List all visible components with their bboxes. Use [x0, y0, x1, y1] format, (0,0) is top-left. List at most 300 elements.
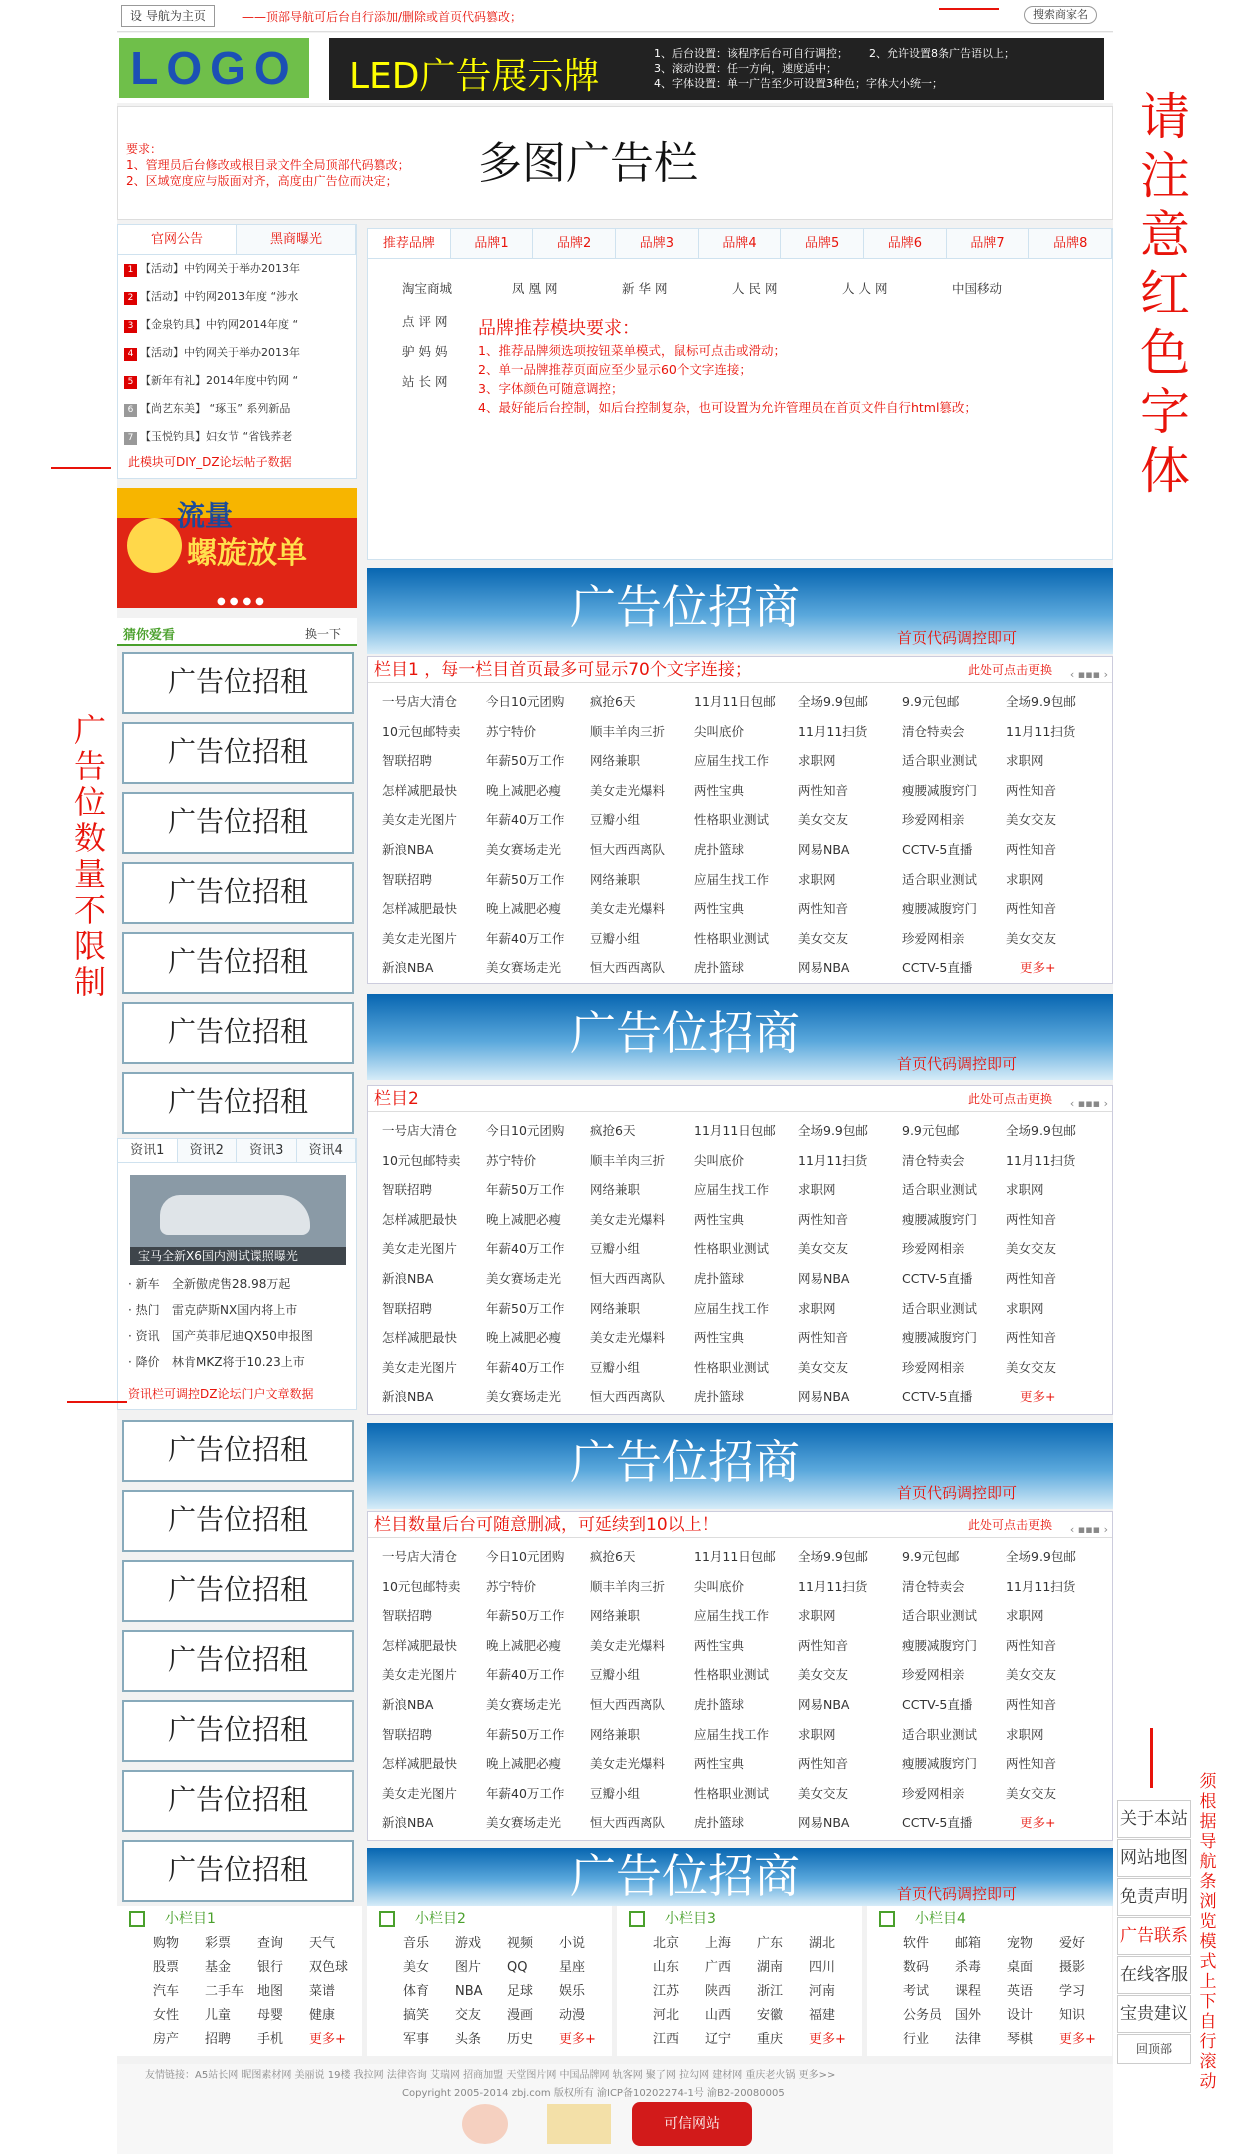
category-link[interactable]: 美女 — [403, 1960, 430, 1975]
link-item[interactable]: 两性宝典 — [694, 901, 745, 917]
category-link[interactable]: 公务员 — [903, 2008, 943, 2023]
car-image[interactable] — [130, 1175, 346, 1265]
link-item[interactable]: 年薪50万工作 — [486, 871, 565, 887]
link-item[interactable]: 怎样减肥最快 — [382, 1756, 458, 1772]
link-item[interactable]: 网络兼职 — [590, 1300, 641, 1316]
link-item[interactable]: 瘦腰减腹窍门 — [902, 1637, 978, 1653]
link-item[interactable]: 美女赛场走光 — [486, 1696, 562, 1712]
link-item[interactable]: 全场9.9包邮 — [1006, 694, 1076, 709]
link-item[interactable]: 网易NBA — [798, 1815, 850, 1831]
link-item[interactable]: 两性知音 — [798, 1211, 849, 1227]
category-link[interactable]: 软件 — [903, 1936, 930, 1951]
link-item[interactable]: 今日10元团购 — [486, 1123, 565, 1138]
link-item[interactable]: 美女交友 — [1006, 1241, 1057, 1257]
category-link[interactable]: 二手车 — [205, 1984, 245, 1999]
link-item[interactable]: 怎样减肥最快 — [382, 1330, 458, 1346]
link-item[interactable]: 年薪50万工作 — [486, 1726, 565, 1742]
link-item[interactable]: 晚上减肥必瘦 — [486, 1211, 562, 1227]
link-item[interactable]: 年薪50万工作 — [486, 1300, 565, 1316]
link-item[interactable]: 美女走光图片 — [382, 930, 458, 946]
category-link[interactable]: 地图 — [257, 1984, 284, 1999]
link-item[interactable]: 珍爱网相亲 — [902, 812, 965, 828]
link-item[interactable]: 虎扑篮球 — [694, 1270, 745, 1286]
category-link[interactable]: 四川 — [809, 1960, 836, 1975]
brand-link[interactable]: 点 评 网 — [402, 314, 448, 329]
link-item[interactable]: 一号店大清仓 — [382, 1549, 458, 1564]
link-item[interactable]: CCTV-5直播 — [902, 1696, 973, 1712]
category-link[interactable]: 军事 — [403, 2032, 430, 2047]
link-item[interactable]: 美女交友 — [1006, 1785, 1057, 1801]
link-item[interactable]: 两性知音 — [798, 1330, 849, 1346]
link-item[interactable]: 两性知音 — [1006, 1696, 1057, 1712]
link-item[interactable]: 网络兼职 — [590, 753, 641, 769]
category-title[interactable]: 小栏目3 — [665, 1911, 716, 1927]
link-item[interactable]: 性格职业测试 — [694, 930, 770, 946]
change-link[interactable]: 此处可点击更换 — [967, 1518, 1052, 1532]
category-link[interactable]: 湖北 — [809, 1936, 836, 1951]
link-item[interactable]: 虎扑篮球 — [694, 1815, 745, 1831]
link-item[interactable]: 11月11扫货 — [798, 1152, 868, 1168]
news-item[interactable] — [128, 1297, 313, 1323]
link-item[interactable]: 虎扑篮球 — [694, 1389, 745, 1405]
category-link[interactable]: 足球 — [507, 1984, 534, 1999]
category-title[interactable]: 小栏目2 — [415, 1911, 466, 1927]
category-link[interactable]: 英语 — [1007, 1984, 1034, 1999]
notice-item[interactable] — [118, 339, 356, 367]
link-item[interactable]: 应届生找工作 — [694, 1300, 770, 1316]
link-item[interactable]: 性格职业测试 — [694, 1359, 770, 1375]
category-link[interactable]: 汽车 — [153, 1984, 180, 1999]
category-title[interactable]: 小栏目4 — [915, 1911, 966, 1927]
friend-links[interactable]: 友情链接：A5站长网 昵图素材网 美丽说 19楼 我拉网 法律咨询 艾瑞网 招商加盟 天堂图片网 中国品牌网 轨客网 聚了网 拉勾网 建材网 重庆老火锅 更多>> — [145, 2070, 836, 2081]
link-item[interactable]: 求职网 — [798, 1726, 836, 1742]
link-item[interactable]: 两性知音 — [1006, 1756, 1057, 1772]
brand-link[interactable]: 人 民 网 — [732, 281, 778, 296]
link-item[interactable]: 美女赛场走光 — [486, 1270, 562, 1286]
news-item[interactable] — [128, 1323, 313, 1349]
link-item[interactable]: 美女走光爆料 — [590, 1211, 666, 1227]
category-link[interactable]: 娱乐 — [559, 1984, 586, 1999]
tab-news[interactable]: 资讯4 — [297, 1139, 357, 1162]
link-item[interactable]: 美女走光爆料 — [590, 782, 666, 798]
category-link[interactable]: 福建 — [809, 2008, 836, 2023]
link-item[interactable]: 珍爱网相亲 — [902, 1359, 965, 1375]
link-item[interactable]: 尖叫底价 — [694, 1578, 745, 1594]
link-item[interactable]: 苏宁特价 — [486, 723, 537, 739]
link-item[interactable]: 全场9.9包邮 — [798, 1123, 868, 1138]
link-item[interactable]: 应届生找工作 — [694, 1182, 770, 1198]
link-item[interactable]: 智联招聘 — [382, 1608, 433, 1624]
link-item[interactable]: 瘦腰减腹窍门 — [902, 1756, 978, 1772]
link-item[interactable]: 美女交友 — [798, 930, 849, 946]
link-item[interactable]: 11月11扫货 — [798, 723, 868, 739]
link-item[interactable]: 两性知音 — [1006, 841, 1057, 857]
brand-link[interactable]: 凤 凰 网 — [512, 281, 558, 296]
link-item[interactable]: 适合职业测试 — [902, 1726, 978, 1742]
link-item[interactable]: 美女走光爆料 — [590, 1637, 666, 1653]
link-item[interactable]: 晚上减肥必瘦 — [486, 1637, 562, 1653]
link-item[interactable]: 11月11日包邮 — [694, 1123, 776, 1138]
category-link[interactable]: 音乐 — [403, 1936, 430, 1951]
link-item[interactable]: 瘦腰减腹窍门 — [902, 1330, 978, 1346]
link-item[interactable]: 性格职业测试 — [694, 1785, 770, 1801]
banner-ad[interactable] — [367, 1423, 1113, 1509]
link-item[interactable]: 瘦腰减腹窍门 — [902, 782, 978, 798]
link-item[interactable]: 10元包邮特卖 — [382, 1152, 461, 1168]
category-link[interactable]: 更多+ — [1059, 2032, 1096, 2047]
category-link[interactable]: QQ — [507, 1960, 528, 1975]
category-link[interactable]: 宠物 — [1007, 1936, 1034, 1951]
category-link[interactable]: 招聘 — [205, 2032, 232, 2047]
link-item[interactable]: 网络兼职 — [590, 871, 641, 887]
link-item[interactable]: 尖叫底价 — [694, 1152, 745, 1168]
link-item[interactable]: 清仓特卖会 — [902, 1152, 965, 1168]
link-item[interactable]: 性格职业测试 — [694, 1667, 770, 1683]
ad-slot[interactable]: 广告位招租 — [122, 1490, 354, 1552]
link-item[interactable]: 求职网 — [1006, 1726, 1044, 1742]
link-item[interactable]: 恒大西西离队 — [590, 841, 666, 857]
category-link[interactable]: 山东 — [653, 1960, 680, 1975]
link-item[interactable]: 全场9.9包邮 — [798, 694, 868, 709]
category-link[interactable]: 辽宁 — [705, 2032, 732, 2047]
category-link[interactable]: 更多+ — [309, 2032, 346, 2047]
tab-brand[interactable]: 品牌8 — [1029, 229, 1112, 258]
link-item[interactable]: 怎样减肥最快 — [382, 1211, 458, 1227]
category-link[interactable]: 浙江 — [757, 1984, 784, 1999]
more-link[interactable]: 更多+ — [1020, 960, 1056, 976]
link-item[interactable]: 珍爱网相亲 — [902, 1241, 965, 1257]
notice-item[interactable] — [118, 255, 356, 283]
category-link[interactable]: 交友 — [455, 2008, 482, 2023]
link-item[interactable]: 美女赛场走光 — [486, 960, 562, 976]
link-item[interactable]: 网络兼职 — [590, 1726, 641, 1742]
side-nav-item[interactable]: 在线客服 — [1117, 1956, 1191, 1994]
link-item[interactable]: 美女走光图片 — [382, 1667, 458, 1683]
link-item[interactable]: 求职网 — [1006, 871, 1044, 887]
link-item[interactable]: 豆瓣小组 — [590, 812, 641, 828]
brand-link[interactable]: 淘宝商城 — [402, 281, 453, 296]
link-item[interactable]: 今日10元团购 — [486, 694, 565, 709]
category-link[interactable]: 更多+ — [559, 2032, 596, 2047]
link-item[interactable]: 求职网 — [798, 1300, 836, 1316]
category-link[interactable]: 双色球 — [309, 1960, 349, 1975]
link-item[interactable]: 美女交友 — [1006, 930, 1057, 946]
category-link[interactable]: 漫画 — [507, 2008, 534, 2023]
side-nav-item[interactable]: 关于本站 — [1117, 1800, 1191, 1838]
link-item[interactable]: 珍爱网相亲 — [902, 1667, 965, 1683]
link-item[interactable]: 年薪40万工作 — [486, 1359, 565, 1375]
category-link[interactable]: 陕西 — [705, 1984, 732, 1999]
link-item[interactable]: CCTV-5直播 — [902, 841, 973, 857]
link-item[interactable]: 年薪40万工作 — [486, 812, 565, 828]
notice-item[interactable] — [118, 283, 356, 311]
link-item[interactable]: 一号店大清仓 — [382, 1123, 458, 1138]
category-link[interactable]: 图片 — [455, 1960, 482, 1975]
link-item[interactable]: 恒大西西离队 — [590, 1815, 666, 1831]
link-item[interactable]: 虎扑篮球 — [694, 1696, 745, 1712]
banner-ad[interactable] — [367, 1848, 1113, 1906]
link-item[interactable]: 适合职业测试 — [902, 753, 978, 769]
category-link[interactable]: 广东 — [757, 1936, 784, 1951]
link-item[interactable]: 疯抢6天 — [590, 1549, 636, 1564]
link-item[interactable]: 美女交友 — [798, 1359, 849, 1375]
category-link[interactable]: 游戏 — [455, 1936, 482, 1951]
link-item[interactable]: 怎样减肥最快 — [382, 901, 458, 917]
news-item[interactable] — [128, 1271, 313, 1297]
category-link[interactable]: 摄影 — [1059, 1960, 1086, 1975]
link-item[interactable]: 应届生找工作 — [694, 1608, 770, 1624]
category-link[interactable]: 购物 — [153, 1936, 180, 1951]
link-item[interactable]: 瘦腰减腹窍门 — [902, 901, 978, 917]
link-item[interactable]: 顺丰羊肉三折 — [590, 1152, 666, 1168]
tab-brand[interactable]: 品牌4 — [699, 229, 782, 258]
link-item[interactable]: 年薪40万工作 — [486, 1241, 565, 1257]
category-link[interactable]: 邮箱 — [955, 1936, 982, 1951]
category-link[interactable]: 健康 — [309, 2008, 336, 2023]
ad-slot[interactable]: 广告位招租 — [122, 862, 354, 924]
tab-news[interactable]: 资讯2 — [178, 1139, 238, 1162]
link-item[interactable]: 年薪40万工作 — [486, 930, 565, 946]
link-item[interactable]: 两性知音 — [798, 782, 849, 798]
category-link[interactable]: 银行 — [257, 1960, 284, 1975]
link-item[interactable]: 顺丰羊肉三折 — [590, 723, 666, 739]
link-item[interactable]: CCTV-5直播 — [902, 960, 973, 976]
link-item[interactable]: 豆瓣小组 — [590, 1241, 641, 1257]
category-link[interactable]: 课程 — [955, 1984, 982, 1999]
link-item[interactable]: 全场9.9包邮 — [1006, 1123, 1076, 1138]
ad-slot[interactable]: 广告位招租 — [122, 1770, 354, 1832]
slider-dots[interactable]: ●●●● — [217, 596, 268, 607]
category-link[interactable]: 考试 — [903, 1984, 930, 1999]
ad-slot[interactable]: 广告位招租 — [122, 1700, 354, 1762]
link-item[interactable]: 智联招聘 — [382, 1726, 433, 1742]
category-link[interactable]: 历史 — [507, 2032, 534, 2047]
link-item[interactable]: 两性知音 — [1006, 782, 1057, 798]
flash-ad-slider[interactable] — [117, 488, 357, 608]
link-item[interactable]: 两性宝典 — [694, 1211, 745, 1227]
notice-item[interactable] — [118, 423, 356, 451]
link-item[interactable]: 两性宝典 — [694, 1637, 745, 1653]
link-item[interactable]: CCTV-5直播 — [902, 1270, 973, 1286]
category-link[interactable]: 手机 — [257, 2032, 284, 2047]
link-item[interactable]: 美女走光爆料 — [590, 901, 666, 917]
brand-link[interactable]: 站 长 网 — [402, 374, 448, 389]
trust-badge-icon[interactable] — [547, 2104, 611, 2144]
link-item[interactable]: 11月11扫货 — [1006, 1152, 1076, 1168]
category-link[interactable]: 设计 — [1007, 2008, 1034, 2023]
link-item[interactable]: 11月11日包邮 — [694, 1549, 776, 1564]
link-item[interactable]: 豆瓣小组 — [590, 1785, 641, 1801]
brand-link[interactable]: 新 华 网 — [622, 281, 668, 296]
link-item[interactable]: CCTV-5直播 — [902, 1815, 973, 1831]
link-item[interactable]: 网易NBA — [798, 841, 850, 857]
category-link[interactable]: 爱好 — [1059, 1936, 1086, 1951]
side-nav-item[interactable]: 宝贵建议 — [1117, 1995, 1191, 2033]
link-item[interactable]: 美女赛场走光 — [486, 1389, 562, 1405]
category-link[interactable]: 琴棋 — [1007, 2032, 1034, 2047]
link-item[interactable]: 求职网 — [1006, 753, 1044, 769]
search-merchant-button[interactable]: 搜索商家名 — [1024, 6, 1097, 24]
side-nav-item[interactable]: 网站地图 — [1117, 1839, 1191, 1877]
link-item[interactable]: 网易NBA — [798, 1389, 850, 1405]
category-link[interactable]: 行业 — [903, 2032, 930, 2047]
link-item[interactable]: 智联招聘 — [382, 753, 433, 769]
link-item[interactable]: 两性知音 — [798, 901, 849, 917]
tab-brand[interactable]: 品牌7 — [947, 229, 1030, 258]
link-item[interactable]: 豆瓣小组 — [590, 930, 641, 946]
multi-image-ad[interactable] — [117, 106, 1113, 220]
link-item[interactable]: 9.9元包邮 — [902, 1549, 960, 1564]
category-link[interactable]: 星座 — [559, 1960, 586, 1975]
more-link[interactable]: 更多+ — [1020, 1389, 1056, 1405]
link-item[interactable]: 美女交友 — [798, 1241, 849, 1257]
ad-slot[interactable]: 广告位招租 — [122, 932, 354, 994]
category-link[interactable]: 重庆 — [757, 2032, 784, 2047]
ad-slot[interactable]: 广告位招租 — [122, 792, 354, 854]
link-item[interactable]: 应届生找工作 — [694, 1726, 770, 1742]
link-item[interactable]: 珍爱网相亲 — [902, 1785, 965, 1801]
change-link[interactable]: 此处可点击更换 — [967, 1092, 1052, 1106]
link-item[interactable]: 年薪40万工作 — [486, 1667, 565, 1683]
link-item[interactable]: 疯抢6天 — [590, 1123, 636, 1138]
led-ad-board[interactable] — [329, 38, 1104, 100]
credible-site-badge[interactable]: 可信网站 — [632, 2102, 752, 2146]
category-link[interactable]: 股票 — [153, 1960, 180, 1975]
tab-notice[interactable]: 官网公告 — [118, 225, 237, 254]
link-item[interactable]: 网络兼职 — [590, 1608, 641, 1624]
link-item[interactable]: 新浪NBA — [382, 1389, 434, 1405]
link-item[interactable]: 智联招聘 — [382, 1182, 433, 1198]
category-link[interactable]: 江西 — [653, 2032, 680, 2047]
link-item[interactable]: 恒大西西离队 — [590, 1389, 666, 1405]
link-item[interactable]: 网易NBA — [798, 1696, 850, 1712]
link-item[interactable]: 美女走光图片 — [382, 812, 458, 828]
ad-slot[interactable]: 广告位招租 — [122, 1072, 354, 1134]
link-item[interactable]: 美女交友 — [798, 812, 849, 828]
category-link[interactable]: 江苏 — [653, 1984, 680, 1999]
link-item[interactable]: 美女走光爆料 — [590, 1330, 666, 1346]
link-item[interactable]: 苏宁特价 — [486, 1578, 537, 1594]
set-homepage-button[interactable]: 设 导航为主页 — [121, 5, 215, 27]
category-link[interactable]: 体育 — [403, 1984, 430, 1999]
ad-slot[interactable]: 广告位招租 — [122, 1420, 354, 1482]
link-item[interactable]: 性格职业测试 — [694, 1241, 770, 1257]
prev-next-arrows[interactable]: ‹ ▪▪▪ › — [1069, 1097, 1108, 1110]
category-link[interactable]: 基金 — [205, 1960, 232, 1975]
category-link[interactable]: 更多+ — [809, 2032, 846, 2047]
tab-exposure[interactable]: 黑商曝光 — [237, 225, 356, 254]
link-item[interactable]: 求职网 — [1006, 1300, 1044, 1316]
link-item[interactable]: 怎样减肥最快 — [382, 782, 458, 798]
link-item[interactable]: 美女交友 — [1006, 812, 1057, 828]
logo[interactable]: LOGO — [119, 38, 309, 98]
link-item[interactable]: 苏宁特价 — [486, 1152, 537, 1168]
ad-slot[interactable]: 广告位招租 — [122, 1560, 354, 1622]
category-link[interactable]: 视频 — [507, 1936, 534, 1951]
link-item[interactable]: 新浪NBA — [382, 1696, 434, 1712]
link-item[interactable]: 晚上减肥必瘦 — [486, 1330, 562, 1346]
link-item[interactable]: 11月11扫货 — [1006, 1578, 1076, 1594]
link-item[interactable]: 求职网 — [1006, 1182, 1044, 1198]
link-item[interactable]: 清仓特卖会 — [902, 723, 965, 739]
category-link[interactable]: 儿童 — [205, 2008, 232, 2023]
link-item[interactable]: 美女交友 — [798, 1785, 849, 1801]
link-item[interactable]: 两性知音 — [1006, 1637, 1057, 1653]
link-item[interactable]: 应届生找工作 — [694, 871, 770, 887]
category-link[interactable]: 房产 — [153, 2032, 180, 2047]
ad-slot[interactable]: 广告位招租 — [122, 1630, 354, 1692]
link-item[interactable]: 晚上减肥必瘦 — [486, 782, 562, 798]
category-link[interactable]: 桌面 — [1007, 1960, 1034, 1975]
category-link[interactable]: 湖南 — [757, 1960, 784, 1975]
link-item[interactable]: 全场9.9包邮 — [798, 1549, 868, 1564]
notice-item[interactable] — [118, 395, 356, 423]
ad-slot[interactable]: 广告位招租 — [122, 1002, 354, 1064]
side-nav-item[interactable]: 广告联系 — [1117, 1917, 1191, 1955]
link-item[interactable]: 虎扑篮球 — [694, 960, 745, 976]
link-item[interactable]: 年薪50万工作 — [486, 753, 565, 769]
link-item[interactable]: 适合职业测试 — [902, 1182, 978, 1198]
link-item[interactable]: 11月11扫货 — [1006, 723, 1076, 739]
link-item[interactable]: 两性知音 — [1006, 1211, 1057, 1227]
link-item[interactable]: 两性宝典 — [694, 782, 745, 798]
category-link[interactable]: 广西 — [705, 1960, 732, 1975]
link-item[interactable]: 美女走光图片 — [382, 1359, 458, 1375]
prev-next-arrows[interactable]: ‹ ▪▪▪ › — [1069, 1523, 1108, 1536]
link-item[interactable]: 求职网 — [1006, 1608, 1044, 1624]
link-item[interactable]: 美女走光图片 — [382, 1241, 458, 1257]
link-item[interactable]: 应届生找工作 — [694, 753, 770, 769]
link-item[interactable]: 晚上减肥必瘦 — [486, 901, 562, 917]
link-item[interactable]: 新浪NBA — [382, 1815, 434, 1831]
tab-news[interactable]: 资讯3 — [237, 1139, 297, 1162]
ad-slot[interactable]: 广告位招租 — [122, 652, 354, 714]
category-link[interactable]: 知识 — [1059, 2008, 1086, 2023]
link-item[interactable]: 虎扑篮球 — [694, 841, 745, 857]
link-item[interactable]: 新浪NBA — [382, 1270, 434, 1286]
category-link[interactable]: 小说 — [559, 1936, 586, 1951]
link-item[interactable]: 恒大西西离队 — [590, 1696, 666, 1712]
link-item[interactable]: 美女交友 — [1006, 1359, 1057, 1375]
side-nav-item[interactable]: 回顶部 — [1117, 2034, 1191, 2064]
link-item[interactable]: 美女赛场走光 — [486, 841, 562, 857]
tab-news[interactable]: 资讯1 — [118, 1139, 178, 1162]
link-item[interactable]: 智联招聘 — [382, 1300, 433, 1316]
category-link[interactable]: 女性 — [153, 2008, 180, 2023]
side-nav-item[interactable]: 免责声明 — [1117, 1878, 1191, 1916]
more-link[interactable]: 更多+ — [1020, 1815, 1056, 1831]
tab-brand[interactable]: 品牌5 — [781, 229, 864, 258]
link-item[interactable]: 求职网 — [798, 1182, 836, 1198]
link-item[interactable]: 清仓特卖会 — [902, 1578, 965, 1594]
link-item[interactable]: 年薪50万工作 — [486, 1182, 565, 1198]
category-title[interactable]: 小栏目1 — [165, 1911, 216, 1927]
tab-brand[interactable]: 推荐品牌 — [368, 229, 451, 258]
link-item[interactable]: 两性知音 — [1006, 1270, 1057, 1286]
link-item[interactable]: 适合职业测试 — [902, 1608, 978, 1624]
banner-ad[interactable] — [367, 568, 1113, 654]
category-link[interactable]: 头条 — [455, 2032, 482, 2047]
link-item[interactable]: 今日10元团购 — [486, 1549, 565, 1564]
category-link[interactable]: 天气 — [309, 1936, 336, 1951]
ad-slot[interactable]: 广告位招租 — [122, 722, 354, 784]
link-item[interactable]: 两性宝典 — [694, 1330, 745, 1346]
tab-brand[interactable]: 品牌6 — [864, 229, 947, 258]
link-item[interactable]: 恒大西西离队 — [590, 960, 666, 976]
link-item[interactable]: 年薪40万工作 — [486, 1785, 565, 1801]
gov-badge-icon[interactable] — [462, 2104, 508, 2144]
brand-link[interactable]: 驴 妈 妈 — [402, 344, 448, 359]
